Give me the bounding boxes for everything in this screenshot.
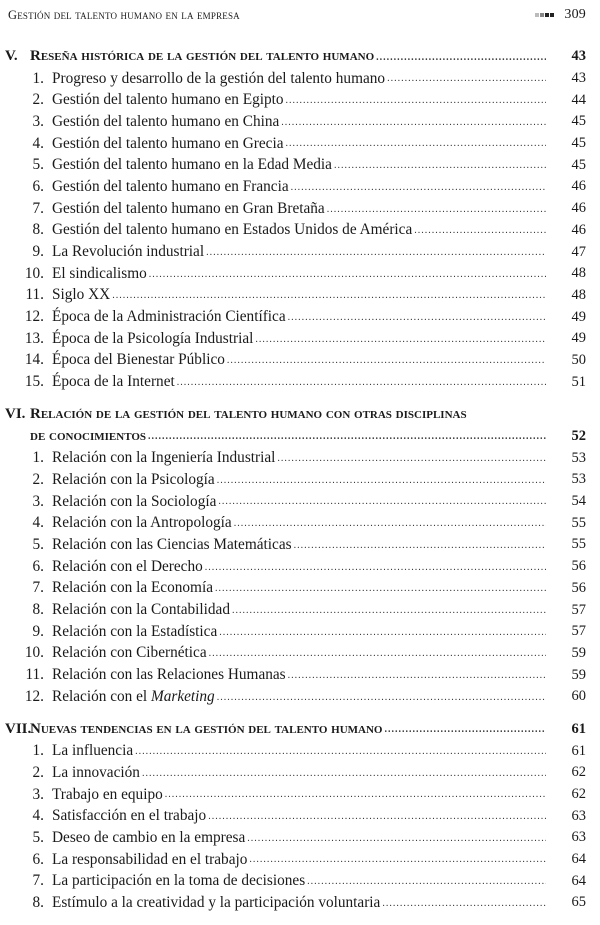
toc-entry[interactable] [0, 599, 600, 621]
entry-number: 8. [32, 601, 44, 619]
dot-leader [165, 789, 546, 805]
dot-leader [142, 768, 546, 784]
toc-entry[interactable] [0, 621, 600, 643]
dot-leader [217, 692, 546, 708]
entry-page: 54 [571, 493, 586, 510]
section-heading[interactable] [0, 404, 600, 426]
dot-leader [382, 898, 546, 914]
section-title: Reseña histórica de la gestión del talento humano [30, 48, 375, 65]
entry-label [52, 742, 133, 760]
section-title-line2: de conocimientos [30, 428, 147, 445]
entry-label-text: La influencia [52, 742, 134, 760]
entry-page: 45 [571, 156, 586, 173]
entry-label-text: Relación con la Estadística [52, 622, 218, 640]
entry-label-text: Deseo de cambio en la empresa [52, 828, 246, 846]
entry-page: 62 [571, 764, 586, 781]
entry-label [52, 178, 289, 196]
toc-entry[interactable] [0, 892, 600, 914]
dot-leader [215, 583, 546, 599]
dot-leader [206, 247, 546, 263]
entry-label-text: La participación en la toma de decisiones [52, 872, 306, 890]
entry-page: 57 [571, 601, 586, 618]
entry-label [52, 829, 245, 847]
entry-label-text: La Revolución industrial [52, 243, 205, 261]
entry-page: 59 [571, 666, 586, 683]
dot-leader [149, 269, 546, 285]
section-page: 52 [571, 428, 586, 445]
dot-leader [227, 355, 546, 371]
entry-label [52, 894, 380, 912]
section-numeral: V. [5, 48, 18, 65]
entry-page: 56 [571, 558, 586, 575]
entry-number: 7. [32, 579, 44, 597]
entry-label [52, 373, 175, 391]
toc-entry[interactable] [0, 198, 600, 220]
entry-label-text: Relación con las Ciencias Matemáticas [52, 535, 292, 553]
section-title: Relación de la gestión del talento humano con otras disciplinas [30, 406, 467, 423]
entry-label [52, 243, 204, 261]
entry-number: 1. [32, 742, 44, 760]
entry-label [52, 221, 412, 239]
toc-entry[interactable] [0, 870, 600, 892]
dot-leader [376, 52, 546, 68]
entry-label-text: Gestión del talento humano en China [52, 112, 280, 130]
entry-number: 11. [25, 666, 44, 684]
entry-number: 6. [32, 177, 44, 195]
dot-leader [209, 648, 546, 664]
toc-entry[interactable] [0, 491, 600, 513]
entry-number: 15. [24, 373, 44, 391]
entry-label [52, 536, 292, 554]
toc-entry[interactable] [0, 762, 600, 784]
toc-entry[interactable] [0, 68, 600, 90]
entry-label [52, 91, 284, 109]
entry-label-text: Estímulo a la creatividad y la participación voluntaria [52, 893, 381, 911]
dot-leader [218, 496, 546, 512]
entry-label-text: Siglo XX [52, 286, 111, 304]
toc-entry[interactable] [0, 556, 600, 578]
entry-page: 53 [571, 449, 586, 466]
entry-page: 50 [571, 351, 586, 368]
toc-entry[interactable] [0, 578, 600, 600]
toc-entry[interactable] [0, 220, 600, 242]
entry-page: 60 [571, 688, 586, 705]
entry-page: 45 [571, 113, 586, 130]
entry-label-text: Gestión del talento humano en Grecia [52, 134, 284, 152]
entry-label-text: Relación con la Sociología [52, 492, 217, 510]
entry-page: 64 [571, 872, 586, 889]
entry-number: 2. [32, 470, 44, 488]
entry-number: 11. [25, 286, 44, 304]
entry-page: 43 [571, 70, 586, 87]
entry-number: 1. [32, 449, 44, 467]
entry-page: 56 [571, 579, 586, 596]
dot-leader [234, 518, 546, 534]
entry-number: 14. [24, 351, 44, 369]
dot-leader [294, 540, 546, 556]
dot-leader [208, 811, 546, 827]
toc-entry[interactable] [0, 512, 600, 534]
entry-label-text: Gestión del talento humano en Gran Bretaña [52, 199, 325, 217]
section-page: 61 [571, 720, 586, 737]
entry-label [52, 286, 110, 304]
entry-label-text: Relación con la Psicología [52, 470, 215, 488]
entry-page: 59 [571, 644, 586, 661]
toc-entry[interactable] [0, 686, 600, 708]
section-heading[interactable] [0, 46, 600, 68]
entry-label-text: Gestión del talento humano en Egipto [52, 91, 284, 109]
entry-label-text: Relación con la Ingeniería Industrial [52, 449, 276, 467]
entry-label [52, 70, 385, 88]
toc-entry[interactable] [0, 371, 600, 393]
entry-number: 1. [32, 69, 44, 87]
entry-number: 5. [32, 535, 44, 553]
entry-number: 8. [32, 221, 44, 239]
entry-label-text: Relación con la Antropología [52, 514, 232, 532]
toc-entry[interactable] [0, 306, 600, 328]
entry-number: 12. [24, 687, 44, 705]
entry-number: 12. [24, 308, 44, 326]
toc-entry[interactable] [0, 285, 600, 307]
entry-number: 9. [32, 622, 44, 640]
entry-page: 46 [571, 200, 586, 217]
entry-number: 10. [24, 264, 44, 282]
dot-leader [247, 833, 546, 849]
entry-page: 53 [571, 471, 586, 488]
entry-page: 63 [571, 829, 586, 846]
toc-entry[interactable] [0, 784, 600, 806]
entry-label [52, 200, 325, 218]
section-heading[interactable] [0, 719, 600, 741]
toc-entry[interactable] [0, 849, 600, 871]
toc-entry[interactable] [0, 643, 600, 665]
toc-entry[interactable] [0, 469, 600, 491]
entry-label-text: Época del Bienestar Público [52, 351, 225, 369]
entry-page: 48 [571, 286, 586, 303]
entry-label-italic: Marketing [150, 687, 215, 705]
dot-leader [232, 605, 546, 621]
entry-label [52, 135, 284, 153]
toc-entry[interactable] [0, 111, 600, 133]
dot-leader [281, 117, 546, 133]
entry-label [52, 265, 147, 283]
entry-label [52, 558, 203, 576]
entry-label [52, 807, 206, 825]
entry-label [52, 688, 215, 706]
entry-number: 5. [32, 156, 44, 174]
toc-entry[interactable] [0, 664, 600, 686]
entry-label [52, 514, 232, 532]
section-numeral: VII. [5, 720, 32, 737]
entry-label-text: La innovación [52, 763, 140, 781]
toc-entry[interactable] [0, 827, 600, 849]
dot-leader [112, 290, 546, 306]
toc-entry[interactable] [0, 805, 600, 827]
dot-leader [286, 95, 546, 111]
entry-number: 2. [32, 763, 44, 781]
entry-label [52, 644, 207, 662]
entry-label [52, 666, 286, 684]
dot-leader [135, 746, 546, 762]
dot-leader [177, 377, 546, 393]
entry-page: 57 [571, 623, 586, 640]
dot-leader [219, 627, 546, 643]
entry-label-text: Satisfacción en el trabajo [52, 807, 207, 825]
entry-label [52, 156, 332, 174]
entry-number: 5. [32, 828, 44, 846]
toc-entry[interactable] [0, 154, 600, 176]
entry-label-text: Época de la Administración Científica [52, 308, 286, 326]
dot-leader [387, 73, 546, 89]
toc-entry[interactable] [0, 534, 600, 556]
dot-leader [307, 876, 546, 892]
section-numeral: VI. [5, 406, 26, 423]
toc-section [0, 404, 600, 708]
entry-number: 4. [32, 134, 44, 152]
toc-entry[interactable] [0, 740, 600, 762]
entry-label [52, 579, 213, 597]
entry-number: 4. [32, 807, 44, 825]
entry-page: 63 [571, 807, 586, 824]
entry-page: 61 [571, 742, 586, 759]
dot-leader [217, 475, 546, 491]
entry-page: 65 [571, 894, 586, 911]
entry-label [52, 113, 279, 131]
dot-leader [327, 204, 546, 220]
dot-leader [288, 670, 546, 686]
entry-number: 7. [32, 872, 44, 890]
entry-label-text: Gestión del talento humano en Francia [52, 177, 289, 195]
section-page: 43 [571, 48, 586, 65]
entry-number: 3. [32, 785, 44, 803]
entry-label [52, 764, 140, 782]
table-of-contents [0, 46, 600, 925]
toc-entry[interactable] [0, 328, 600, 350]
entry-number: 9. [32, 243, 44, 261]
entry-label [52, 308, 286, 326]
entry-number: 6. [32, 557, 44, 575]
entry-page: 46 [571, 178, 586, 195]
toc-entry[interactable] [0, 447, 600, 469]
dot-leader [288, 312, 546, 328]
entry-label [52, 330, 253, 348]
toc-entry[interactable] [0, 89, 600, 111]
dot-leader [277, 453, 546, 469]
toc-entry[interactable] [0, 350, 600, 372]
entry-label-text: El sindicalismo [52, 264, 147, 282]
entry-label [52, 601, 230, 619]
dot-leader [291, 182, 546, 198]
entry-page: 49 [571, 308, 586, 325]
dot-leader [205, 562, 546, 578]
entry-label [52, 851, 247, 869]
entry-label-text: Gestión del talento humano en la Edad Media [52, 156, 332, 174]
dot-leader [286, 138, 547, 154]
entry-label-text: Progreso y desarrollo de la gestión del talento humano [52, 69, 386, 87]
entry-label-text: Relación con la Contabilidad [52, 601, 230, 619]
entry-label-text: Trabajo en equipo [52, 785, 163, 803]
entry-page: 47 [571, 243, 586, 260]
entry-number: 3. [32, 492, 44, 510]
entry-page: 51 [571, 373, 586, 390]
entry-label [52, 786, 163, 804]
section-title: Nuevas tendencias en la gestión del talento humano [30, 720, 383, 737]
dot-leader [334, 160, 546, 176]
entry-page: 55 [571, 514, 586, 531]
dot-leader [385, 724, 547, 740]
entry-label-text: La responsabilidad en el trabajo [52, 850, 248, 868]
entry-page: 55 [571, 536, 586, 553]
toc-section [0, 46, 600, 393]
toc-section [0, 719, 600, 914]
entry-number: 13. [24, 329, 44, 347]
entry-label [52, 493, 216, 511]
entry-label [52, 872, 305, 890]
entry-label-text: Relación con la Economía [52, 579, 213, 597]
entry-label [52, 623, 217, 641]
entry-page: 46 [571, 221, 586, 238]
entry-label-text: Relación con el [52, 687, 151, 705]
running-header-title: Gestión del talento humano en la empresa [8, 7, 240, 22]
running-header [8, 4, 586, 26]
toc-entry[interactable] [0, 133, 600, 155]
entry-label [52, 471, 215, 489]
entry-label [52, 449, 275, 467]
entry-number: 4. [32, 514, 44, 532]
dot-leader [249, 854, 546, 870]
dot-leader [148, 431, 546, 447]
toc-entry[interactable] [0, 241, 600, 263]
decorative-squares-icon [535, 13, 554, 17]
dot-leader [414, 225, 546, 241]
entry-page: 49 [571, 330, 586, 347]
entry-number: 6. [32, 850, 44, 868]
entry-label [52, 351, 225, 369]
entry-label-text: Relación con el Derecho [52, 557, 203, 575]
entry-label-text: Relación con las Relaciones Humanas [52, 666, 286, 684]
entry-number: 7. [32, 199, 44, 217]
entry-number: 10. [24, 644, 44, 662]
entry-label-text: Gestión del talento humano en Estados Unidos de América [52, 221, 413, 239]
entry-label-text: Época de la Internet [52, 373, 175, 391]
entry-page: 44 [571, 91, 586, 108]
entry-page: 62 [571, 786, 586, 803]
entry-number: 8. [32, 893, 44, 911]
entry-number: 3. [32, 112, 44, 130]
entry-label-text: Época de la Psicología Industrial [52, 329, 254, 347]
entry-page: 45 [571, 135, 586, 152]
entry-page: 48 [571, 265, 586, 282]
dot-leader [255, 334, 546, 350]
entry-label-text: Relación con Cibernética [52, 644, 207, 662]
entry-number: 2. [32, 91, 44, 109]
toc-entry[interactable] [0, 263, 600, 285]
section-heading-continued[interactable] [0, 426, 600, 448]
toc-entry[interactable] [0, 176, 600, 198]
entry-page: 64 [571, 851, 586, 868]
page-number: 309 [564, 7, 586, 22]
